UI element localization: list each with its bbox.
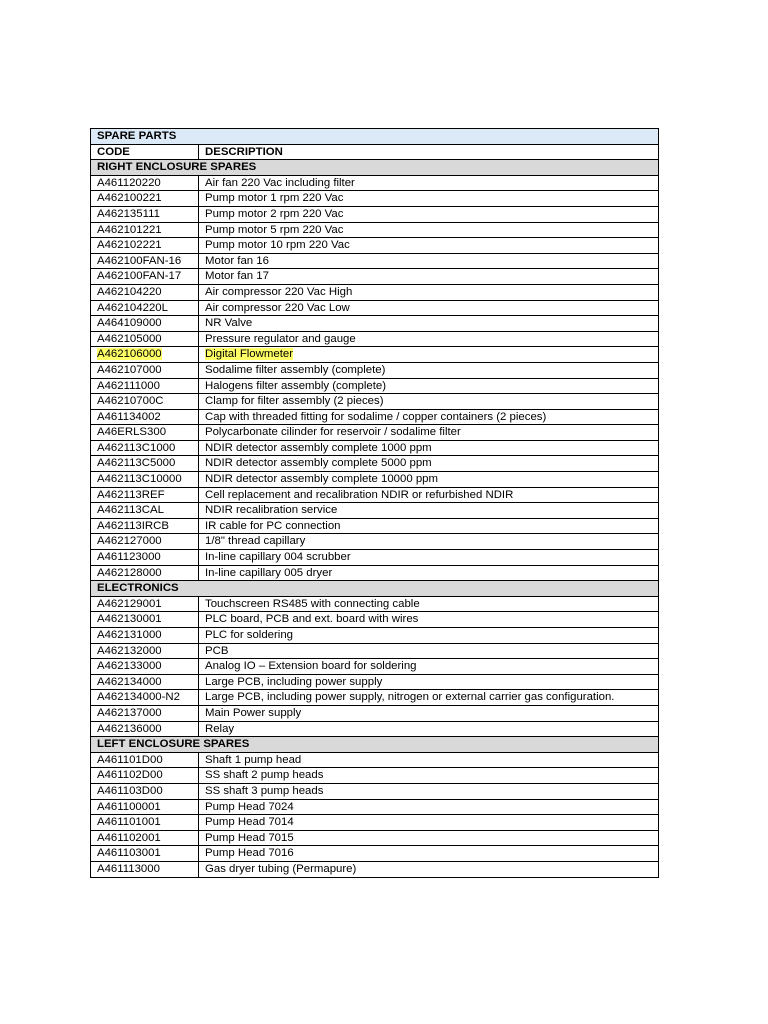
part-code-cell: A461134002 <box>91 409 199 425</box>
table-row <box>91 378 659 394</box>
part-description-cell: Pump motor 10 rpm 220 Vac <box>199 238 659 254</box>
part-description-cell: Cell replacement and recalibration NDIR or refurbished NDIR <box>199 487 659 503</box>
part-description-cell: Pressure regulator and gauge <box>199 331 659 347</box>
part-code-cell: A46ERLS300 <box>91 425 199 441</box>
part-description-cell: Large PCB, including power supply <box>199 674 659 690</box>
part-description-cell: Analog IO – Extension board for soldering <box>199 659 659 675</box>
part-description-cell: Air fan 220 Vac including filter <box>199 175 659 191</box>
part-code-cell: A462113REF <box>91 487 199 503</box>
table-row <box>91 674 659 690</box>
part-code-cell: A462132000 <box>91 643 199 659</box>
table-row <box>91 815 659 831</box>
part-code-cell: A462135111 <box>91 206 199 222</box>
part-description-cell: NDIR detector assembly complete 5000 ppm <box>199 456 659 472</box>
table-row <box>91 768 659 784</box>
table-row <box>91 643 659 659</box>
table-row <box>91 487 659 503</box>
table-row <box>91 534 659 550</box>
table-row <box>91 362 659 378</box>
table-row <box>91 565 659 581</box>
part-description-cell: Pump Head 7024 <box>199 799 659 815</box>
part-description-cell: Polycarbonate cilinder for reservoir / sodalime filter <box>199 425 659 441</box>
table-row <box>91 284 659 300</box>
section-header-row <box>91 737 659 753</box>
table-row <box>91 503 659 519</box>
part-code-cell: A464109000 <box>91 316 199 332</box>
table-row <box>91 628 659 644</box>
table-row <box>91 705 659 721</box>
part-description-cell <box>199 347 659 363</box>
table-row <box>91 752 659 768</box>
table-row <box>91 191 659 207</box>
part-code-cell: A462107000 <box>91 362 199 378</box>
part-description-cell: Motor fan 17 <box>199 269 659 285</box>
table-row <box>91 316 659 332</box>
part-description-cell: NDIR detector assembly complete 1000 ppm <box>199 440 659 456</box>
table-title-row <box>91 129 659 145</box>
table-row <box>91 861 659 877</box>
table-row <box>91 456 659 472</box>
part-code-cell: A462101221 <box>91 222 199 238</box>
table-row <box>91 690 659 706</box>
part-code-cell: A462127000 <box>91 534 199 550</box>
section-title: RIGHT ENCLOSURE SPARES <box>91 160 659 176</box>
table-row <box>91 783 659 799</box>
section-title: LEFT ENCLOSURE SPARES <box>91 737 659 753</box>
part-description-cell: Clamp for filter assembly (2 pieces) <box>199 394 659 410</box>
part-description-cell: Pump Head 7015 <box>199 830 659 846</box>
part-code-cell: A462113C5000 <box>91 456 199 472</box>
table-row <box>91 331 659 347</box>
spare-parts-table <box>90 128 659 878</box>
part-description-cell: Pump Head 7014 <box>199 815 659 831</box>
table-row <box>91 206 659 222</box>
part-description-cell: Large PCB, including power supply, nitrogen or external carrier gas configuration. <box>199 690 659 706</box>
table-row <box>91 394 659 410</box>
part-description-cell: Touchscreen RS485 with connecting cable <box>199 596 659 612</box>
part-description-cell: In-line capillary 005 dryer <box>199 565 659 581</box>
part-description-cell: PLC for soldering <box>199 628 659 644</box>
part-code-cell: A462104220L <box>91 300 199 316</box>
code-column-header: CODE <box>91 144 199 160</box>
part-code-cell: A462100221 <box>91 191 199 207</box>
table-row <box>91 253 659 269</box>
part-description-cell: Air compressor 220 Vac Low <box>199 300 659 316</box>
table-row <box>91 300 659 316</box>
table-row <box>91 409 659 425</box>
part-code-cell: A461102D00 <box>91 768 199 784</box>
part-description-cell: SS shaft 3 pump heads <box>199 783 659 799</box>
spare-parts-table-body <box>91 129 659 878</box>
part-description-cell: Pump motor 1 rpm 220 Vac <box>199 191 659 207</box>
table-row <box>91 238 659 254</box>
part-code-cell: A461101001 <box>91 815 199 831</box>
table-row <box>91 596 659 612</box>
part-description-cell: Relay <box>199 721 659 737</box>
table-row <box>91 612 659 628</box>
table-row <box>91 799 659 815</box>
part-code-cell: A462104220 <box>91 284 199 300</box>
part-description-cell: PCB <box>199 643 659 659</box>
part-code-cell: A462113IRCB <box>91 518 199 534</box>
table-row <box>91 659 659 675</box>
part-description-cell: Shaft 1 pump head <box>199 752 659 768</box>
part-description-cell: NR Valve <box>199 316 659 332</box>
part-description-cell: Sodalime filter assembly (complete) <box>199 362 659 378</box>
table-row <box>91 830 659 846</box>
table-row <box>91 425 659 441</box>
part-description-cell: Halogens filter assembly (complete) <box>199 378 659 394</box>
part-code-cell: A462113C1000 <box>91 440 199 456</box>
part-code-cell: A462133000 <box>91 659 199 675</box>
part-description-cell: Pump motor 5 rpm 220 Vac <box>199 222 659 238</box>
part-description-cell: Motor fan 16 <box>199 253 659 269</box>
section-header-row <box>91 160 659 176</box>
table-row <box>91 846 659 862</box>
part-code-cell <box>91 347 199 363</box>
part-description-cell: Air compressor 220 Vac High <box>199 284 659 300</box>
table-row <box>91 440 659 456</box>
part-code-cell: A461120220 <box>91 175 199 191</box>
section-header-row <box>91 581 659 597</box>
highlighted-part-code: A462106000 <box>97 348 162 361</box>
table-header-row <box>91 144 659 160</box>
table-row <box>91 472 659 488</box>
table-title: SPARE PARTS <box>91 129 659 145</box>
part-description-cell: Pump Head 7016 <box>199 846 659 862</box>
part-code-cell: A462102221 <box>91 238 199 254</box>
part-code-cell: A462113CAL <box>91 503 199 519</box>
part-description-cell: Cap with threaded fitting for sodalime / copper containers (2 pieces) <box>199 409 659 425</box>
part-code-cell: A462131000 <box>91 628 199 644</box>
part-code-cell: A462134000-N2 <box>91 690 199 706</box>
part-description-cell: 1/8" thread capillary <box>199 534 659 550</box>
part-description-cell: IR cable for PC connection <box>199 518 659 534</box>
part-description-cell: PLC board, PCB and ext. board with wires <box>199 612 659 628</box>
part-code-cell: A46210700C <box>91 394 199 410</box>
part-code-cell: A461101D00 <box>91 752 199 768</box>
table-row <box>91 347 659 363</box>
part-code-cell: A461103001 <box>91 846 199 862</box>
table-row <box>91 518 659 534</box>
table-row <box>91 721 659 737</box>
part-description-cell: Gas dryer tubing (Permapure) <box>199 861 659 877</box>
highlighted-part-description: Digital Flowmeter <box>205 348 293 361</box>
part-code-cell: A461100001 <box>91 799 199 815</box>
table-row <box>91 222 659 238</box>
part-description-cell: In-line capillary 004 scrubber <box>199 550 659 566</box>
part-code-cell: A462137000 <box>91 705 199 721</box>
part-description-cell: NDIR detector assembly complete 10000 ppm <box>199 472 659 488</box>
description-column-header: DESCRIPTION <box>199 144 659 160</box>
part-description-cell: Pump motor 2 rpm 220 Vac <box>199 206 659 222</box>
part-code-cell: A461123000 <box>91 550 199 566</box>
part-code-cell: A461113000 <box>91 861 199 877</box>
table-row <box>91 175 659 191</box>
part-code-cell: A462129001 <box>91 596 199 612</box>
part-code-cell: A461103D00 <box>91 783 199 799</box>
part-code-cell: A462100FAN-17 <box>91 269 199 285</box>
part-code-cell: A462113C10000 <box>91 472 199 488</box>
part-code-cell: A462134000 <box>91 674 199 690</box>
part-description-cell: SS shaft 2 pump heads <box>199 768 659 784</box>
table-row <box>91 550 659 566</box>
part-code-cell: A462105000 <box>91 331 199 347</box>
part-code-cell: A462128000 <box>91 565 199 581</box>
part-code-cell: A462130001 <box>91 612 199 628</box>
part-description-cell: NDIR recalibration service <box>199 503 659 519</box>
table-row <box>91 269 659 285</box>
part-code-cell: A462111000 <box>91 378 199 394</box>
section-title: ELECTRONICS <box>91 581 659 597</box>
part-code-cell: A462100FAN-16 <box>91 253 199 269</box>
part-code-cell: A462136000 <box>91 721 199 737</box>
part-description-cell: Main Power supply <box>199 705 659 721</box>
part-code-cell: A461102001 <box>91 830 199 846</box>
